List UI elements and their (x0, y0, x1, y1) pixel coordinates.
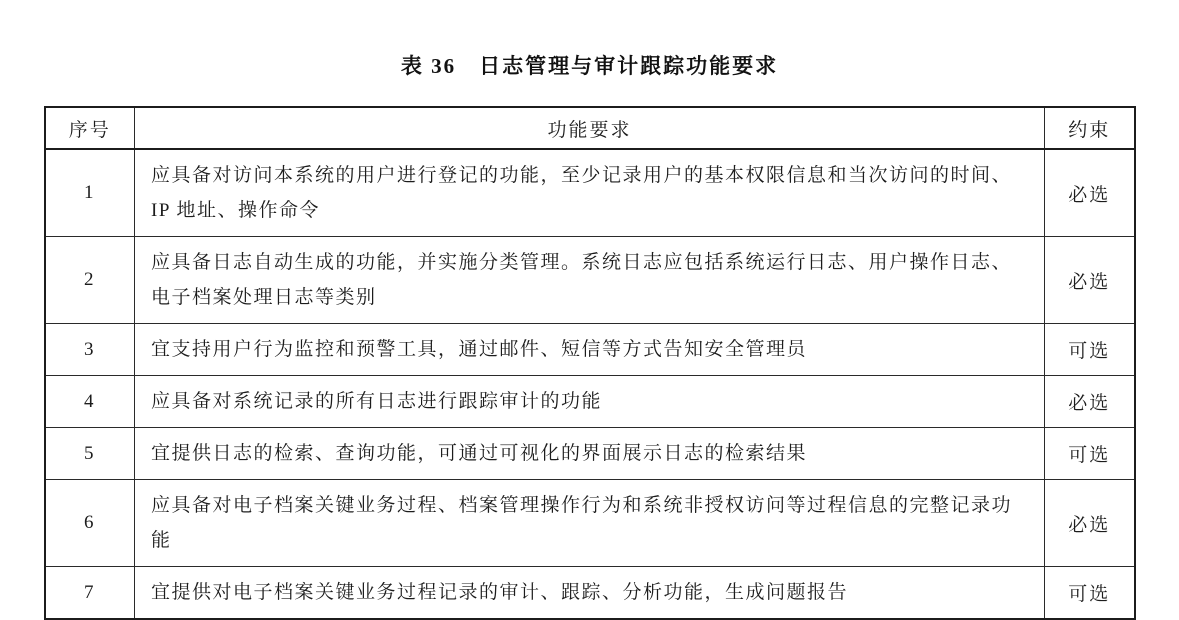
column-header-constraint: 约束 (1045, 107, 1135, 149)
requirement-text: 应具备对系统记录的所有日志进行跟踪审计的功能 (135, 376, 1045, 428)
constraint-value: 可选 (1045, 567, 1135, 620)
requirements-table (44, 106, 1136, 620)
table-row (45, 567, 1135, 620)
constraint-value: 必选 (1045, 376, 1135, 428)
table-caption: 表 36 日志管理与审计跟踪功能要求 (400, 54, 779, 78)
requirement-text: 宜支持用户行为监控和预警工具，通过邮件、短信等方式告知安全管理员 (135, 324, 1045, 376)
row-number: 7 (45, 567, 135, 620)
column-header-requirement: 功能要求 (135, 107, 1045, 149)
table-row (45, 376, 1135, 428)
row-number: 4 (45, 376, 135, 428)
row-number: 3 (45, 324, 135, 376)
table-row (45, 149, 1135, 237)
constraint-value: 必选 (1045, 149, 1135, 237)
requirement-text: 宜提供对电子档案关键业务过程记录的审计、跟踪、分析功能，生成问题报告 (135, 567, 1045, 620)
constraint-value: 必选 (1045, 480, 1135, 567)
requirement-text: 应具备日志自动生成的功能，并实施分类管理。系统日志应包括系统运行日志、用户操作日志、电子档案处理日志等类别 (135, 237, 1045, 324)
table-row (45, 428, 1135, 480)
column-header-number: 序号 (45, 107, 135, 149)
constraint-value: 必选 (1045, 237, 1135, 324)
row-number: 5 (45, 428, 135, 480)
table-row (45, 324, 1135, 376)
constraint-value: 可选 (1045, 324, 1135, 376)
row-number: 6 (45, 480, 135, 567)
row-number: 1 (45, 149, 135, 237)
constraint-value: 可选 (1045, 428, 1135, 480)
requirement-text: 宜提供日志的检索、查询功能，可通过可视化的界面展示日志的检索结果 (135, 428, 1045, 480)
table-row (45, 480, 1135, 567)
requirement-text: 应具备对访问本系统的用户进行登记的功能，至少记录用户的基本权限信息和当次访问的时间、IP 地址、操作命令 (135, 149, 1045, 237)
table-header-row (45, 107, 1135, 149)
table-row (45, 237, 1135, 324)
row-number: 2 (45, 237, 135, 324)
requirement-text: 应具备对电子档案关键业务过程、档案管理操作行为和系统非授权访问等过程信息的完整记录功能 (135, 480, 1045, 567)
